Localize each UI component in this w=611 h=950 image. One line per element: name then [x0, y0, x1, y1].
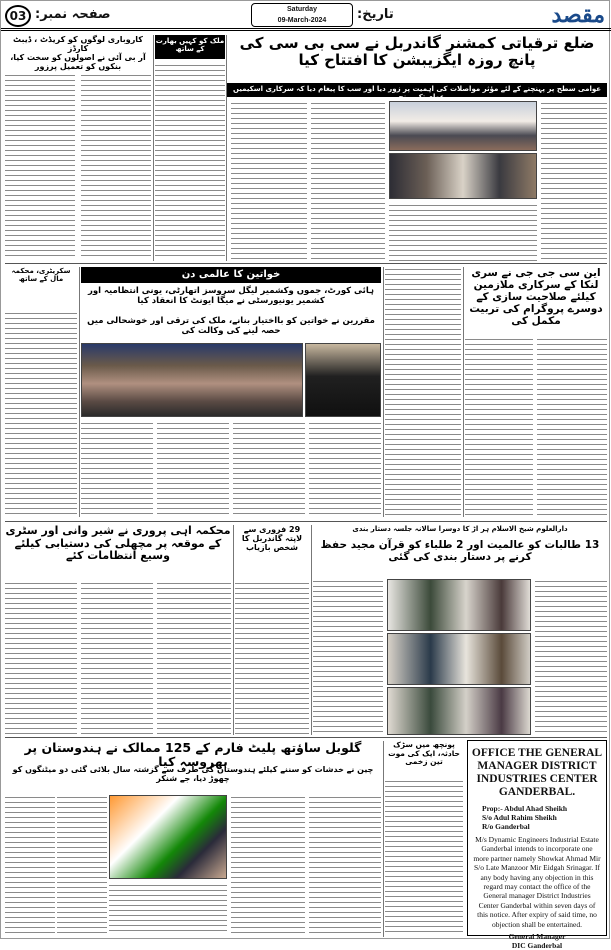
speaker-photo	[305, 343, 381, 417]
dastarbandi-photo-2	[387, 633, 531, 685]
womens-day-photo	[81, 343, 303, 417]
womens-day-body-1	[81, 421, 153, 517]
headline-fisheries	[5, 525, 231, 577]
headline-darululoom	[313, 525, 607, 537]
rbi-body-text	[5, 73, 75, 259]
womens-day-body-4	[309, 421, 381, 517]
global-south-body-2	[57, 795, 107, 935]
headline-rbi-text: کاروباری لوگوں کو کریڈٹ ، ڈیبٹ کارڈز	[13, 35, 143, 54]
page-number-label: صفحہ نمبر:	[35, 7, 111, 22]
headline-ddc-exhibition-text: ضلع ترقیاتی کمشنر گاندربل نے سی بی سی کی پانچ روزہ ایگزیبشن کا افتتاح کیا	[239, 34, 595, 70]
ad-sign-title: General Manager	[508, 932, 566, 942]
subhead-ddc-exhibition	[227, 83, 607, 102]
newspaper-logo: مقصد	[551, 2, 605, 28]
fisheries-body-3	[157, 581, 231, 735]
headline-womens-day-text: ہائی کورٹ، جموں وکشمیر لیگل سروسز اتھارٹی، یونی انتظامیہ اور کشمیر یونیورسٹی نے میگا ایونٹ کا انعقاد کیا	[87, 286, 375, 306]
headline-secretary-text: سکریٹری، محکمہ مال کے ساتھ	[11, 267, 71, 284]
headline-womens-day	[81, 287, 381, 315]
page-number: 03	[5, 5, 31, 27]
date-label: تاریخ:	[357, 7, 394, 22]
subhead-ddc-exhibition-text: عوامی سطح پر پہنچنے کے لئے مؤثر مواصلات کی اہمیت پر زور دیا اور سب کا پیغام دیا کہ سرکاری اسکیمیں عوام تک پہنچیں	[232, 85, 602, 102]
date-text: 09-March-2024	[277, 17, 327, 24]
subhead-rbi-text: آر بی آئی نے اصولوں کو سخت کیا، بنکوں کو تعمیل پرزور	[10, 53, 146, 72]
jaishankar-photo	[109, 795, 227, 879]
headline-ncgg-text: این سی جی جی نے سری لنکا کے سرکاری ملازمین کیلئے صلاحیت سازی کے دوسرے پروگرام کی تربیت مکمل کی	[469, 267, 603, 328]
headline-missing-person-text: 29 فروری سے لاپتہ گاندربل کا شخص بازیاب	[241, 525, 303, 553]
fisheries-body-1	[5, 581, 77, 735]
rbi-body-text-2	[81, 73, 151, 259]
exhibition-photo-2	[389, 153, 537, 199]
subhead-rbi	[5, 53, 151, 72]
dastarbandi-photo-3	[387, 687, 531, 735]
ad-prop-name: Prop:- Abdul Ahad Sheikh	[482, 804, 568, 813]
headline-global-south-text: گلوبل ساؤتھ پلیٹ فارم کے 125 ممالک نے ہندوستان پر بھروسہ کیا	[24, 740, 362, 770]
secretary-body-text	[5, 311, 77, 517]
missing-person-body	[235, 581, 309, 735]
subhead-darululoom	[313, 539, 607, 575]
subhead-womens-day-text: مقررین نے خواتین کو بااختیار بنانے، ملک کی ترقی اور خوشحالی میں حصہ لینے کی وکالت کی	[87, 316, 375, 336]
ncgg-body-1	[465, 337, 533, 517]
global-south-body-4	[231, 795, 305, 935]
womens-day-banner: خواتین کا عالمی دن	[81, 267, 381, 283]
ad-body: M/s Dynamic Engineers Industrial Estate Ganderbal intends to incorporate one more partner namely Showkat Ahmad Mir S/o Late Manzoor Mir Eidgah Srinagar. If any body having any objection in this regard may contact the office of the General manager District Industries Center Ganderbal within seven days of this notice. After expiry of said time, no objection shall be entertained.	[473, 835, 601, 929]
ncgg-body-2	[537, 337, 607, 517]
ad-prop-residence: R/o Ganderbal	[482, 822, 530, 831]
headline-country	[155, 35, 225, 59]
headline-ddc-exhibition	[227, 35, 607, 81]
headline-missing-person	[235, 525, 309, 579]
headline-country-text: ملک کو کہیں بھارت کے ساتھ	[155, 37, 225, 54]
country-body-text	[155, 63, 225, 259]
date-box	[251, 3, 353, 27]
subhead-womens-day	[81, 317, 381, 339]
day-text: Saturday	[287, 6, 317, 13]
subhead-global-south	[5, 765, 381, 791]
ad-proprietor	[468, 804, 606, 831]
darululoom-body-2	[313, 579, 383, 735]
ddc-body-text-4	[231, 101, 307, 261]
dastarbandi-photo-1	[387, 579, 531, 631]
womens-day-body-3	[233, 421, 305, 517]
ddc-body-text-1	[541, 101, 607, 261]
subhead-global-south-text: چین نے خدشات کو سننے کیلئے ہندوستان کی طرف سے گزشتہ سال بلائی گئی دو میٹنگوں کو چھوڑ دیا، جے شنکر	[12, 765, 374, 784]
dic-notice-ad	[467, 740, 607, 950]
headline-poonch-accident-text: پونچھ میں سڑک حادثہ، ایک کی موت تین زخمی	[388, 740, 460, 767]
darululoom-body-1	[535, 579, 607, 735]
global-south-body-3	[109, 883, 227, 935]
ddc-body-text-2	[389, 203, 537, 261]
exhibition-photo-1	[389, 101, 537, 151]
ddc-body-text-3	[311, 101, 385, 261]
ad-prop-father: S/o Adul Rahim Sheikh	[482, 813, 557, 822]
ad-title: OFFICE THE GENERAL MANAGER DISTRICT INDUSTRIES CENTER GANDERBAL.	[471, 747, 603, 798]
fisheries-body-2	[81, 581, 153, 735]
subhead-darululoom-text: 13 طالبات کو عالمیت اور 2 طلباء کو قرآن مجید حفظ کرنے پر دستار بندی کی گئی	[320, 539, 600, 564]
ad-signature	[468, 932, 606, 950]
global-south-body-5	[309, 795, 381, 935]
womens-day-body-2	[157, 421, 229, 517]
global-south-body-1	[5, 795, 55, 935]
headline-fisheries-text: محکمہ اہی پروری نے شیر وانی اور سٹری کے موقعہ پر مچھلی کی دستیابی کیلئے وسیع انتظامات کئے	[5, 524, 231, 563]
middle-column-text	[385, 267, 461, 517]
ad-sign-office: DIC Ganderbal	[511, 941, 563, 950]
headline-secretary	[5, 267, 77, 307]
page-header	[1, 1, 611, 31]
headline-darululoom-text: دارالعلوم شیخ الاسلام ہر اڑ کا دوسرا سالانہ جلسہ دستار بندی	[352, 525, 568, 533]
poonch-accident-body	[385, 779, 463, 935]
headline-global-south	[5, 740, 381, 770]
headline-poonch-accident	[385, 741, 463, 775]
headline-ncgg	[465, 267, 607, 333]
headline-rbi	[5, 35, 151, 54]
